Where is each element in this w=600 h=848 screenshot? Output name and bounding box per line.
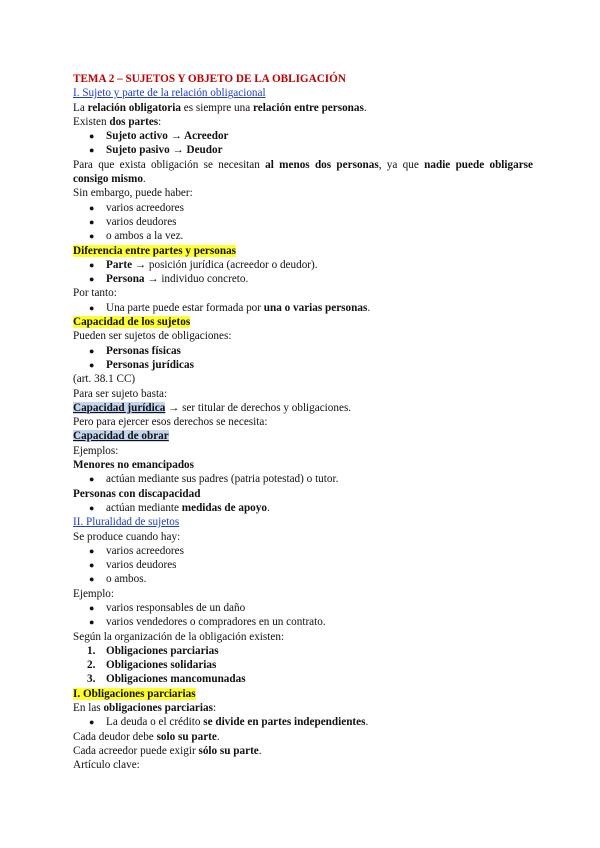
paragraph: Cada deudor debe solo su parte. bbox=[73, 730, 220, 743]
paragraph: Por tanto: bbox=[73, 287, 117, 300]
list-item: ● varios deudores bbox=[89, 559, 177, 572]
bullet-icon: ● bbox=[89, 302, 95, 313]
section-heading-partes-personas: Diferencia entre partes y personas bbox=[73, 244, 237, 257]
document-title: TEMA 2 – SUJETOS Y OBJETO DE LA OBLIGACIÓN bbox=[73, 73, 346, 85]
bullet-icon: ● bbox=[89, 202, 95, 213]
paragraph: Para que exista obligación se necesitan al menos dos personas, ya que nadie puede obligarse consigo mismo. bbox=[73, 158, 533, 186]
list-item: ● Personas jurídicas bbox=[89, 358, 194, 371]
bullet-icon: ● bbox=[89, 545, 95, 556]
list-item: ● varios acreedores bbox=[89, 201, 184, 214]
subheading-discapacidad: Personas con discapacidad bbox=[73, 487, 201, 500]
article-reference: (art. 38.1 CC) bbox=[73, 373, 136, 386]
paragraph: Ejemplos: bbox=[73, 444, 119, 457]
bullet-icon: ● bbox=[89, 274, 95, 285]
paragraph: Capacidad jurídica → ser titular de derechos y obligaciones. bbox=[73, 401, 352, 414]
term-capacidad-juridica: Capacidad jurídica bbox=[73, 401, 166, 414]
paragraph: Pueden ser sujetos de obligaciones: bbox=[73, 330, 232, 343]
numbered-item: 1. Obligaciones parciarias bbox=[87, 644, 219, 657]
list-item: ● o ambos. bbox=[89, 573, 147, 586]
bullet-icon: ● bbox=[89, 231, 95, 242]
list-item: ● varios deudores bbox=[89, 215, 177, 228]
list-item: ● varios vendedores o compradores en un contrato. bbox=[89, 616, 326, 629]
bullet-icon: ● bbox=[89, 216, 95, 227]
bullet-icon: ● bbox=[89, 560, 95, 571]
section-heading-pluralidad[interactable]: II. Pluralidad de sujetos bbox=[73, 516, 180, 529]
paragraph: Artículo clave: bbox=[73, 759, 140, 772]
paragraph: Para ser sujeto basta: bbox=[73, 387, 168, 400]
list-item: ● Sujeto activo → Acreedor bbox=[89, 130, 229, 143]
bullet-icon: ● bbox=[89, 145, 95, 156]
paragraph: Sin embargo, puede haber: bbox=[73, 187, 193, 200]
bullet-icon: ● bbox=[89, 345, 95, 356]
bullet-icon: ● bbox=[89, 602, 95, 613]
list-item: ● Parte → posición jurídica (acreedor o deudor). bbox=[89, 258, 318, 271]
paragraph: Existen dos partes: bbox=[73, 115, 162, 128]
bullet-icon: ● bbox=[89, 131, 95, 142]
paragraph: Cada acreedor puede exigir sólo su parte. bbox=[73, 744, 262, 757]
paragraph: Pero para ejercer esos derechos se necesita: bbox=[73, 416, 268, 429]
list-item: ● actúan mediante medidas de apoyo. bbox=[89, 501, 270, 514]
section-heading-capacidad: Capacidad de los sujetos bbox=[73, 316, 191, 329]
list-item: ● varios responsables de un daño bbox=[89, 601, 246, 614]
paragraph: La relación obligatoria es siempre una relación entre personas. bbox=[73, 101, 367, 114]
bullet-icon: ● bbox=[89, 502, 95, 513]
bullet-icon: ● bbox=[89, 574, 95, 585]
list-item: ● o ambos a la vez. bbox=[89, 230, 184, 243]
paragraph: En las obligaciones parciarias: bbox=[73, 702, 217, 715]
term-capacidad-obrar: Capacidad de obrar bbox=[73, 430, 169, 443]
paragraph: Se produce cuando hay: bbox=[73, 530, 181, 543]
paragraph: Ejemplo: bbox=[73, 587, 115, 600]
list-item: ● actúan mediante sus padres (patria potestad) o tutor. bbox=[89, 473, 339, 486]
section-heading-sujeto-parte[interactable]: I. Sujeto y parte de la relación obligacional bbox=[73, 87, 266, 100]
bullet-icon: ● bbox=[89, 717, 95, 728]
numbered-item: 2. Obligaciones solidarias bbox=[87, 659, 217, 672]
list-item: ● Persona → individuo concreto. bbox=[89, 273, 249, 286]
list-item: ● Sujeto pasivo → Deudor bbox=[89, 144, 223, 157]
bullet-icon: ● bbox=[89, 259, 95, 270]
section-heading-parciarias: I. Obligaciones parciarias bbox=[73, 687, 196, 700]
document-body bbox=[73, 72, 533, 773]
bullet-icon: ● bbox=[89, 474, 95, 485]
paragraph: Según la organización de la obligación existen: bbox=[73, 630, 285, 643]
subheading-menores: Menores no emancipados bbox=[73, 459, 194, 472]
list-item: ● varios acreedores bbox=[89, 544, 184, 557]
list-item: ● Personas físicas bbox=[89, 344, 181, 357]
bullet-icon: ● bbox=[89, 359, 95, 370]
numbered-item: 3. Obligaciones mancomunadas bbox=[87, 673, 246, 686]
list-item: ● Una parte puede estar formada por una o varias personas. bbox=[89, 301, 371, 314]
bullet-icon: ● bbox=[89, 617, 95, 628]
list-item: ● La deuda o el crédito se divide en partes independientes. bbox=[89, 716, 369, 729]
